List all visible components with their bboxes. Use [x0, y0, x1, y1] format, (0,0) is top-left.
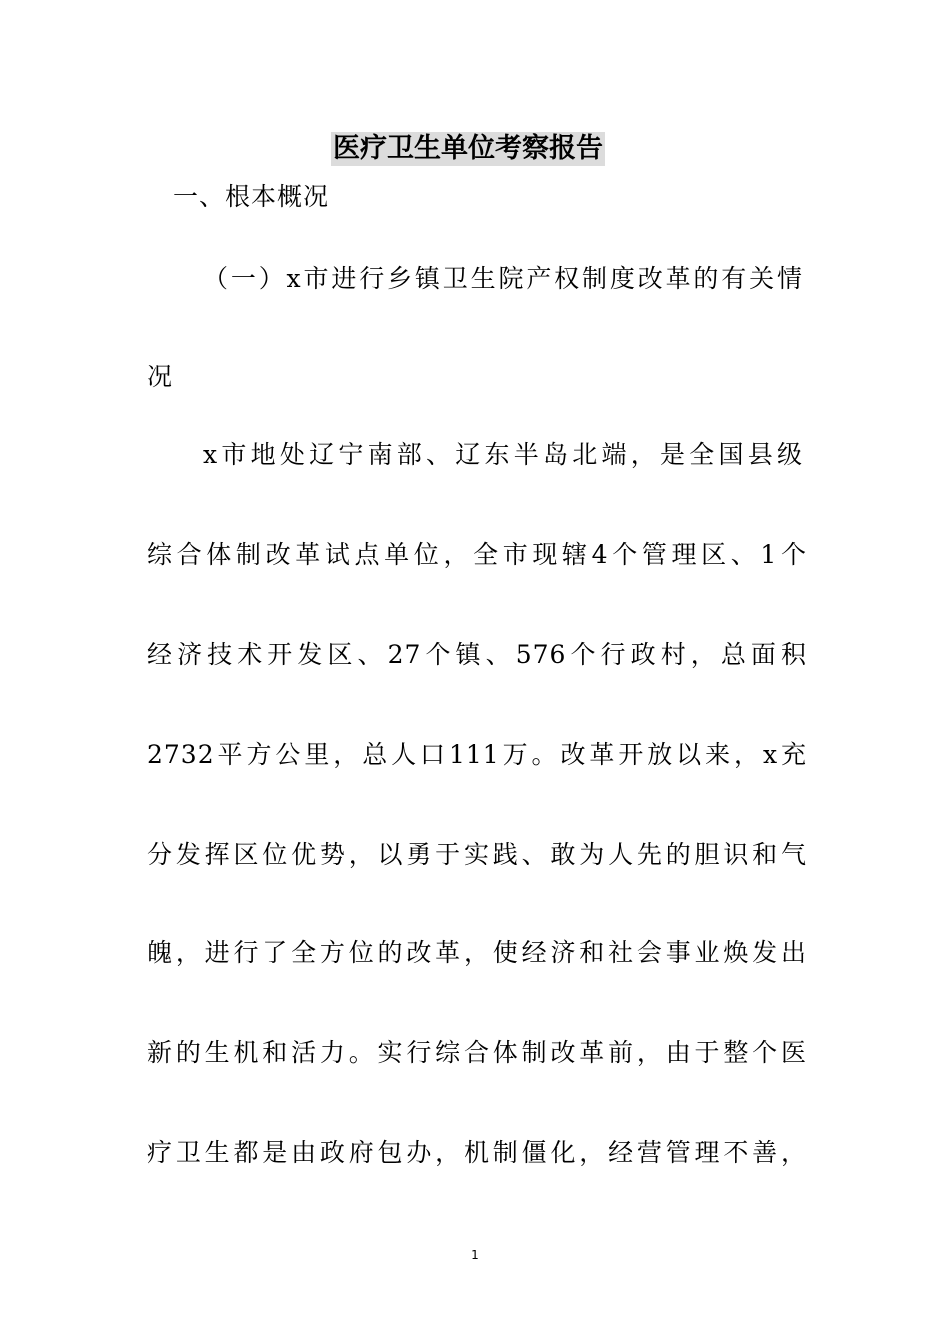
paragraph-line: 魄，进行了全方位的改革，使经济和社会事业焕发出	[147, 938, 807, 967]
paragraph-line: 新的生机和活力。实行综合体制改革前，由于整个医	[147, 1038, 807, 1067]
document-title: 医疗卫生单位考察报告	[333, 133, 603, 164]
paragraph-line: 分发挥区位优势，以勇于实践、敢为人先的胆识和气	[147, 840, 807, 869]
subsection-heading: （一）x市进行乡镇卫生院产权制度改革的有关情	[203, 264, 803, 293]
paragraph-line: 综合体制改革试点单位，全市现辖4个管理区、1个	[147, 540, 807, 569]
paragraph-line: x市地处辽宁南部、辽东半岛北端，是全国县级	[203, 440, 803, 469]
paragraph-line: 2732平方公里，总人口111万。改革开放以来，x充	[147, 740, 807, 769]
paragraph-line: 疗卫生都是由政府包办，机制僵化，经营管理不善，	[147, 1138, 807, 1167]
section-heading: 一、根本概况	[173, 182, 330, 211]
page-number: 1	[471, 1248, 479, 1262]
subsection-heading-continued: 况	[147, 362, 174, 391]
paragraph-line: 经济技术开发区、27个镇、576个行政村，总面积	[147, 640, 807, 669]
